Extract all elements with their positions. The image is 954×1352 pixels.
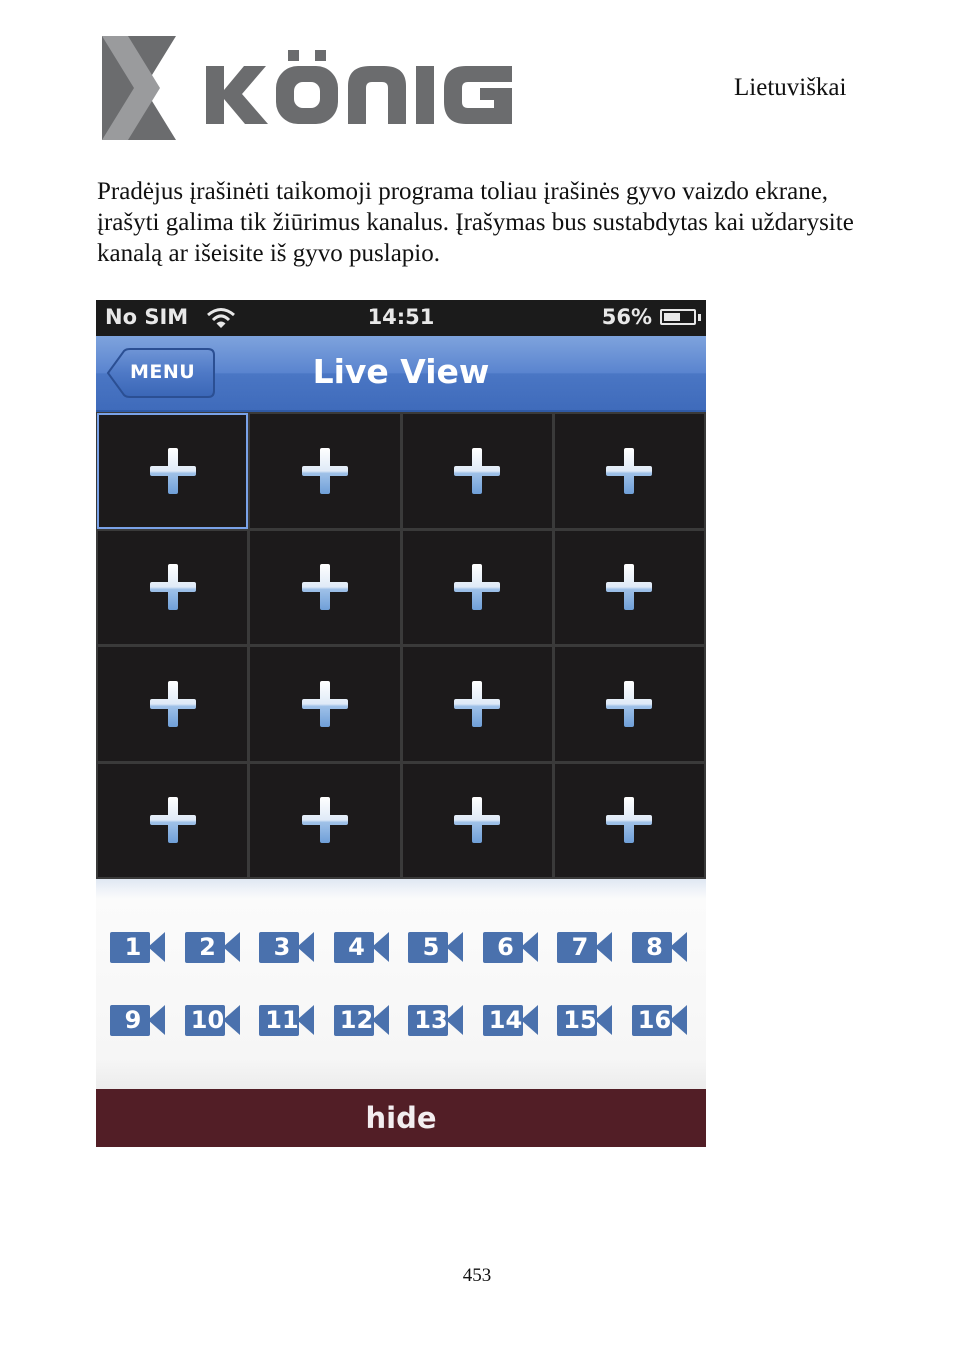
- battery-tip: [698, 314, 701, 321]
- live-view-cell[interactable]: [98, 414, 247, 528]
- live-view-grid: [96, 412, 706, 879]
- navigation-bar: [96, 336, 706, 412]
- live-view-cell[interactable]: [250, 414, 399, 528]
- carrier-label: No SIM: [105, 305, 189, 329]
- live-view-cell[interactable]: [98, 764, 247, 878]
- battery-icon: [660, 309, 696, 325]
- channel-camera-button[interactable]: [483, 1002, 539, 1038]
- status-bar: [96, 300, 706, 336]
- channel-camera-button[interactable]: [185, 1002, 241, 1038]
- channel-camera-button[interactable]: [334, 1002, 390, 1038]
- channel-number: 8: [646, 933, 663, 961]
- channel-camera-button[interactable]: [483, 929, 539, 965]
- channel-number: 12: [339, 1006, 374, 1034]
- plus-icon: [606, 448, 652, 494]
- live-view-cell[interactable]: [555, 531, 704, 645]
- page-number: 453: [462, 1265, 492, 1286]
- channel-number: 1: [124, 933, 142, 961]
- channel-number: 13: [414, 1006, 448, 1034]
- channel-row-2: [110, 1002, 706, 1038]
- channel-camera-button[interactable]: [110, 1002, 166, 1038]
- channel-camera-button[interactable]: [259, 929, 315, 965]
- channel-camera-button[interactable]: [185, 929, 241, 965]
- channel-number: 9: [124, 1006, 142, 1034]
- plus-icon: [454, 448, 500, 494]
- battery-level: [664, 313, 680, 321]
- live-view-cell[interactable]: [403, 531, 552, 645]
- channel-row-1: [110, 929, 706, 965]
- channel-camera-button[interactable]: [334, 929, 390, 965]
- channel-number: 6: [497, 933, 514, 961]
- channel-camera-button[interactable]: [110, 929, 166, 965]
- channel-number: 4: [348, 933, 365, 961]
- plus-icon: [302, 797, 348, 843]
- plus-icon: [150, 797, 196, 843]
- plus-icon: [150, 564, 196, 610]
- live-view-cell[interactable]: [555, 764, 704, 878]
- plus-icon: [150, 448, 196, 494]
- phone-screenshot: [96, 300, 706, 1147]
- plus-icon: [302, 564, 348, 610]
- channel-camera-button[interactable]: [408, 1002, 464, 1038]
- live-view-cell[interactable]: [250, 647, 399, 761]
- plus-icon: [454, 797, 500, 843]
- plus-icon: [302, 448, 348, 494]
- channel-number: 5: [422, 933, 440, 961]
- live-view-cell[interactable]: [555, 647, 704, 761]
- channel-number: 16: [637, 1006, 672, 1034]
- channel-camera-button[interactable]: [259, 1002, 315, 1038]
- hide-button[interactable]: hide: [96, 1089, 706, 1147]
- instruction-paragraph: Pradėjus įrašinėti taikomoji programa toliau įrašinės gyvo vaizdo ekrane, įrašyti galima tik žiūrimus kanalus. Įrašymas bus sustabdytas kai uždarysite kanalą ar išeisite iš gyvo puslapio.: [97, 178, 854, 267]
- channel-camera-button[interactable]: [557, 929, 613, 965]
- channel-camera-button[interactable]: [408, 929, 464, 965]
- live-view-cell[interactable]: [250, 531, 399, 645]
- live-view-cell[interactable]: [555, 414, 704, 528]
- channel-camera-button[interactable]: [632, 1002, 688, 1038]
- menu-label: MENU: [130, 361, 196, 383]
- plus-icon: [302, 681, 348, 727]
- channel-panel: [96, 879, 706, 1089]
- live-view-cell[interactable]: [403, 414, 552, 528]
- plus-icon: [606, 564, 652, 610]
- channel-camera-button[interactable]: [632, 929, 688, 965]
- channel-camera-button[interactable]: [557, 1002, 613, 1038]
- plus-icon: [606, 681, 652, 727]
- plus-icon: [606, 797, 652, 843]
- konig-logo: [98, 32, 518, 144]
- plus-icon: [150, 681, 196, 727]
- live-view-cell[interactable]: [98, 647, 247, 761]
- plus-icon: [454, 564, 500, 610]
- live-view-cell[interactable]: [403, 764, 552, 878]
- live-view-cell[interactable]: [98, 531, 247, 645]
- channel-number: 2: [199, 933, 216, 961]
- channel-number: 14: [488, 1006, 523, 1034]
- status-time: 14:51: [367, 305, 435, 329]
- language-label: Lietuviškai: [734, 74, 847, 101]
- channel-number: 3: [273, 933, 291, 961]
- channel-number: 15: [563, 1006, 597, 1034]
- live-view-cell[interactable]: [403, 647, 552, 761]
- plus-icon: [454, 681, 500, 727]
- live-view-cell[interactable]: [250, 764, 399, 878]
- battery-percent: 56%: [601, 305, 652, 329]
- channel-number: 7: [571, 933, 589, 961]
- channel-number: 11: [265, 1006, 299, 1034]
- page-title: Live View: [312, 352, 490, 391]
- channel-number: 10: [190, 1006, 225, 1034]
